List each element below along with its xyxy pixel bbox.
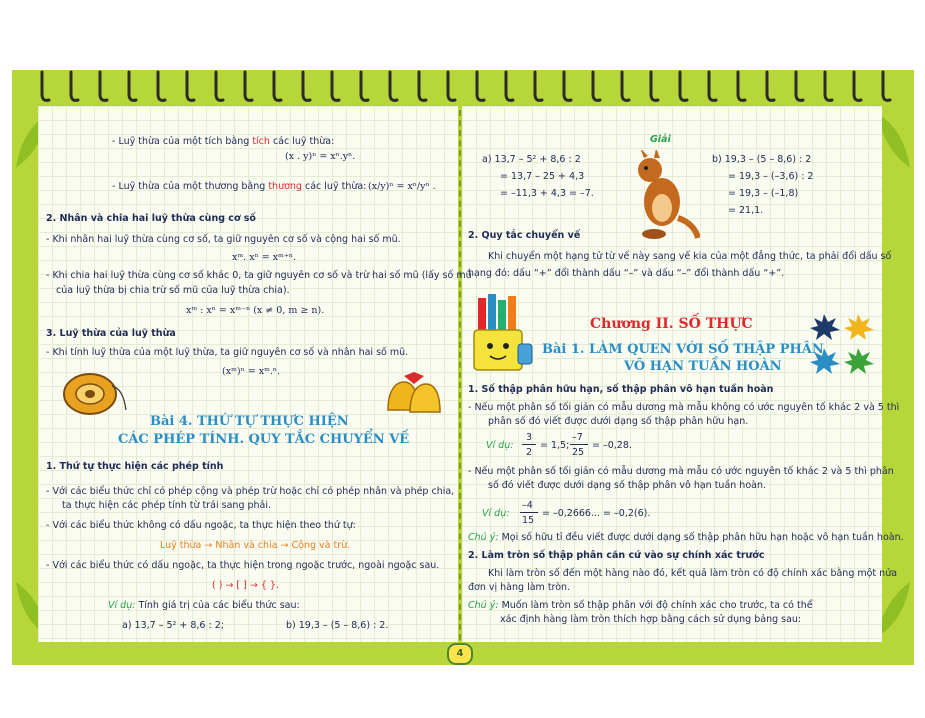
solution-label: Giải (650, 134, 671, 145)
solution-a-line: = 13,7 – 25 + 4,3 (500, 171, 585, 182)
solution-b-line: b) 19,3 – (5 – 8,6) : 2 (712, 154, 812, 165)
spiral-ring (709, 72, 716, 100)
spiral-ring (332, 72, 339, 100)
spiral-ring (71, 72, 78, 100)
fraction-denominator: 25 (572, 447, 585, 458)
spiral-ring (883, 72, 890, 100)
bells-icon (378, 370, 448, 420)
paragraph: - Với các biểu thức chỉ có phép cộng và phép trừ hoặc chỉ có phép nhân và phép chia, (46, 486, 455, 497)
formula-multiply-powers: xᵐ. xⁿ = xᵐ⁺ⁿ. (232, 252, 297, 263)
fraction-denominator: 15 (522, 515, 535, 526)
page-number: 4 (447, 643, 473, 665)
formula-product-power: (x . y)ⁿ = xⁿ.yⁿ. (285, 151, 356, 162)
spiral-ring (796, 72, 803, 100)
example-result: = –0,2666... = –0,2(6). (542, 508, 651, 519)
paragraph: - Nếu một phân số tối giản có mẫu dương mà mẫu có ước nguyên tố khác 2 và 5 thì phân (468, 466, 894, 477)
section-heading-2: 2. Nhân và chia hai luỹ thừa cùng cơ số (46, 213, 256, 224)
lesson-title-line1: Bài 4. THỨ TỰ THỰC HIỆN (150, 414, 349, 429)
paragraph: - Khi chia hai luỹ thừa cùng cơ số khác 0, ta giữ nguyên cơ số và trừ hai số mũ (lấy số mũ (46, 270, 472, 281)
paragraph: - Với các biểu thức không có dấu ngoặc, ta thực hiện theo thứ tự: (46, 520, 356, 531)
example-result: = –0,28. (592, 440, 632, 451)
example-b: b) 19,3 – (5 – 8,6) : 2. (286, 620, 389, 631)
formula-divide-powers: xᵐ : xⁿ = xᵐ⁻ⁿ (x ≠ 0, m ≥ n). (186, 305, 325, 316)
paragraph: đơn vị hàng làm tròn. (468, 582, 571, 593)
spiral-binding (12, 70, 914, 106)
spiral-ring (564, 72, 571, 100)
formula-power-of-power: (xᵐ)ⁿ = xᵐ.ⁿ. (222, 366, 281, 377)
example-label: Ví dụ: (482, 508, 510, 519)
solution-b-line: = 19,3 – (–1,8) (728, 188, 799, 199)
solution-b-line: = 21,1. (728, 205, 764, 216)
spiral-ring (738, 72, 745, 100)
example-intro: Ví dụ: Tính giá trị của các biểu thức sau: (108, 600, 300, 611)
lesson-title-line1: Bài 1. LÀM QUEN VỚI SỐ THẬP PHÂN (542, 342, 824, 357)
spiral-ring (245, 72, 252, 100)
note-continued: xác định hàng làm tròn thích hợp bằng cách sử dụng bảng sau: (500, 614, 802, 625)
fraction-numerator: 3 (526, 432, 533, 443)
paragraph: - Khi tính luỹ thừa của một luỹ thừa, ta giữ nguyên cơ số và nhân hai số mũ. (46, 347, 409, 358)
spiral-ring (42, 72, 49, 100)
spiral-ring (448, 72, 455, 100)
spiral-ring (274, 72, 281, 100)
paragraph: hạng đó: dấu “+” đổi thành dấu “–” và dấu “–” đổi thành dấu “+”. (468, 268, 785, 279)
chapter-title: Chương II. SỐ THỰC (590, 316, 753, 332)
fraction-denominator: 2 (526, 447, 533, 458)
kangaroo-icon (620, 150, 700, 242)
paint-splash-icon (808, 310, 874, 380)
spiral-ring (535, 72, 542, 100)
paragraph: phân số đó viết được dưới dạng số thập phân hữu hạn. (488, 416, 749, 427)
section-heading-rounding: 2. Làm tròn số thập phân căn cứ vào sự chính xác trước (468, 550, 765, 561)
example-label: Ví dụ: (486, 440, 514, 451)
example-result: = 1,5; (540, 440, 570, 451)
paragraph: Khi làm tròn số đến một hàng nào đó, kết quả làm tròn có độ chính xác bằng một nửa (488, 568, 898, 579)
spiral-ring (854, 72, 861, 100)
spiral-ring (390, 72, 397, 100)
solution-a-line: = –11,3 + 4,3 = –7. (500, 188, 594, 199)
spiral-ring (303, 72, 310, 100)
page-divider (459, 110, 461, 640)
paragraph: Khi chuyển một hạng tử từ vế này sang vế kia của một đẳng thức, ta phải đổi dấu số (488, 251, 892, 262)
spiral-ring (158, 72, 165, 100)
section-heading-decimals: 1. Số thập phân hữu hạn, số thập phân vô hạn tuần hoàn (468, 384, 774, 395)
fraction-numerator: –7 (572, 432, 583, 443)
fraction-bar (520, 512, 538, 513)
spiral-ring (651, 72, 658, 100)
quotient-power-rule: - Luỹ thừa của một thương bằng thương các luỹ thừa: (112, 181, 367, 192)
spiral-ring (767, 72, 774, 100)
section-heading-order: 1. Thứ tự thực hiện các phép tính (46, 461, 224, 472)
spiral-ring (622, 72, 629, 100)
section-heading-3: 3. Luỹ thừa của luỹ thừa (46, 328, 176, 339)
section-heading-transpose: 2. Quy tắc chuyển vế (468, 230, 581, 241)
paragraph: - Với các biểu thức có dấu ngoặc, ta thực hiện trong ngoặc trước, ngoài ngoặc sau. (46, 560, 440, 571)
formula-quotient-power: (x/y)ⁿ = xⁿ/yⁿ . (368, 181, 436, 192)
yoyo-icon (60, 370, 128, 418)
spiral-ring (361, 72, 368, 100)
fraction-bar (522, 444, 536, 445)
solution-b-line: = 19,3 – (–3,6) : 2 (728, 171, 814, 182)
bracket-order: ( ) → [ ] → { }. (212, 580, 279, 591)
spiral-ring (506, 72, 513, 100)
spiral-ring (419, 72, 426, 100)
paragraph: của luỹ thừa bị chia trừ số mũ của luỹ thừa chia). (56, 285, 290, 296)
note: Chú ý: Mọi số hữu tỉ đều viết được dưới dạng số thập phân hữu hạn hoặc vô hạn tuần hoàn. (468, 532, 904, 543)
example-a: a) 13,7 – 5² + 8,6 : 2; (122, 620, 224, 631)
lesson-title-line2: VÔ HẠN TUẦN HOÀN (624, 359, 782, 374)
spiral-ring (825, 72, 832, 100)
product-power-rule: - Luỹ thừa của một tích bằng tích các luỹ thừa: (112, 136, 335, 147)
eraser-icon (516, 342, 534, 366)
fraction-numerator: –4 (522, 500, 533, 511)
order-of-operations: Luỹ thừa → Nhân và chia → Cộng và trừ. (160, 540, 351, 551)
note: Chú ý: Muốn làm tròn số thập phân với độ chính xác cho trước, ta có thể (468, 600, 813, 611)
paragraph: số đó viết được dưới dạng số thập phân vô hạn tuần hoàn. (488, 480, 767, 491)
lesson-title-line2: CÁC PHÉP TÍNH. QUY TẮC CHUYỂN VẾ (118, 432, 410, 447)
spiral-ring (187, 72, 194, 100)
paragraph: - Khi nhân hai luỹ thừa cùng cơ số, ta giữ nguyên cơ số và cộng hai số mũ. (46, 234, 401, 245)
spiral-ring (216, 72, 223, 100)
fraction-bar (570, 444, 588, 445)
spiral-ring (477, 72, 484, 100)
solution-a-line: a) 13,7 – 5² + 8,6 : 2 (482, 154, 581, 165)
paragraph: - Nếu một phân số tối giản có mẫu dương mà mẫu không có ước nguyên tố khác 2 và 5 thì (468, 402, 900, 413)
spiral-ring (100, 72, 107, 100)
paragraph: ta thực hiện các phép tính từ trái sang phải. (62, 500, 272, 511)
spiral-ring (680, 72, 687, 100)
spiral-ring (129, 72, 136, 100)
spiral-ring (593, 72, 600, 100)
